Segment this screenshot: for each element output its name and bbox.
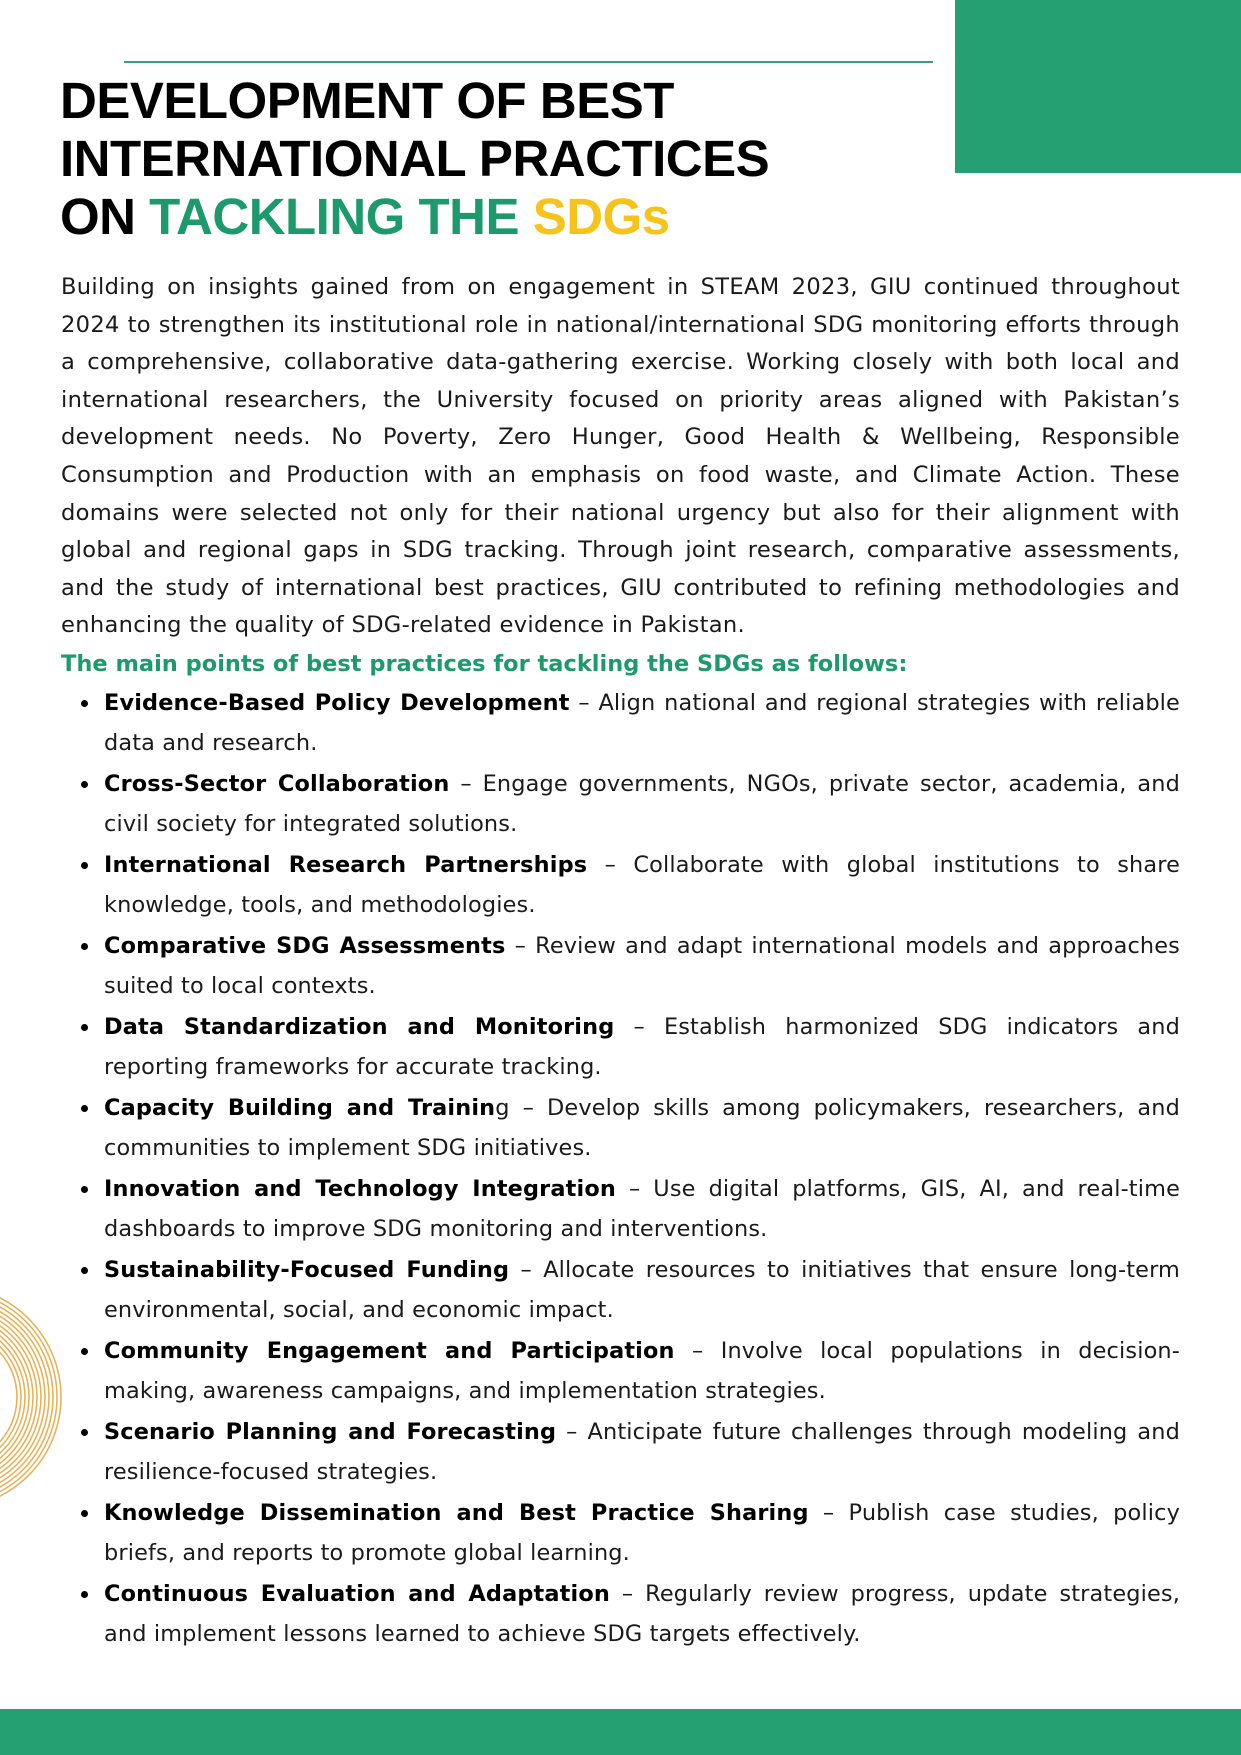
point-title: Evidence-Based Policy Development [104, 689, 570, 716]
title-tackling-the: TACKLING THE [149, 188, 533, 245]
intro-paragraph: Building on insights gained from on engagement in STEAM 2023, GIU continued throughout 2024 to strengthen its institutional role in national/international SDG monitoring efforts through a comprehensive, collaborative data-gathering exercise. Working closely with both local and international researchers, the University focused on priority areas aligned with Pakistan’s development needs. No Poverty, Zero Hunger, Good Health & Wellbeing, Responsible Consumption and Production with an emphasis on food waste, and Climate Action. These domains were selected not only for their national urgency but also for their alignment with global and regional gaps in SDG tracking. Through joint research, comparative assessments, and the study of international best practices, GIU contributed to refining methodologies and enhancing the quality of SDG-related evidence in Pakistan. [61, 274, 1180, 639]
point-title: Sustainability-Focused Funding [104, 1256, 510, 1283]
concentric-rings-decoration-icon [0, 1280, 70, 1510]
point-title-tail: g [495, 1094, 510, 1121]
point-text: – Involve local populations in decision-making, awareness campaigns, and implementation strategies. [104, 1337, 1180, 1405]
bullet-icon [81, 1105, 88, 1112]
bullet-icon [81, 700, 88, 707]
bullet-icon [81, 1429, 88, 1436]
bullet-icon [81, 1348, 88, 1355]
list-item [61, 1250, 1180, 1331]
point-text: – Develop skills among policymakers, researchers, and communities to implement SDG initiatives. [104, 1094, 1180, 1162]
title-on: ON [60, 188, 150, 245]
list-item [61, 1574, 1180, 1655]
point-text: – Use digital platforms, GIS, AI, and real-time dashboards to improve SDG monitoring and interventions. [104, 1175, 1180, 1243]
bullet-icon [81, 1267, 88, 1274]
bullet-icon [81, 1186, 88, 1193]
header-divider-line [124, 61, 933, 63]
point-title: Data Standardization and Monitoring [104, 1013, 615, 1040]
point-title: Capacity Building and Trainin [104, 1094, 496, 1121]
list-item [61, 1493, 1180, 1574]
bullet-icon [81, 1591, 88, 1598]
point-text: – Establish harmonized SDG indicators and reporting frameworks for accurate tracking. [104, 1013, 1180, 1081]
point-text: – Anticipate future challenges through modeling and resilience-focused strategies. [104, 1418, 1181, 1486]
bullet-icon [81, 1510, 88, 1517]
point-text: – Collaborate with global institutions to share knowledge, tools, and methodologies. [104, 851, 1181, 919]
point-text: – Review and adapt international models and approaches suited to local contexts. [104, 932, 1180, 1000]
list-item [61, 1331, 1180, 1412]
page-title [60, 72, 769, 246]
point-text: – Align national and regional strategies with reliable data and research. [104, 689, 1180, 757]
corner-accent-block [955, 0, 1241, 173]
best-practices-list [61, 683, 1180, 1655]
point-text: – Regularly review progress, update strategies, and implement lessons learned to achieve SDG targets effectively. [104, 1580, 1180, 1648]
point-title: Continuous Evaluation and Adaptation [104, 1580, 610, 1607]
best-practices-subheading: The main points of best practices for tackling the SDGs as follows: [61, 650, 908, 677]
bullet-icon [81, 862, 88, 869]
footer-accent-bar [0, 1709, 1241, 1755]
title-line-1: DEVELOPMENT OF BEST [60, 72, 674, 129]
bullet-icon [81, 1024, 88, 1031]
point-text: – Allocate resources to initiatives that ensure long-term environmental, social, and economic impact. [104, 1256, 1181, 1324]
list-item [61, 764, 1180, 845]
list-item [61, 683, 1180, 764]
list-item [61, 926, 1180, 1007]
list-item [61, 1007, 1180, 1088]
point-title: International Research Partnerships [104, 851, 588, 878]
point-title: Comparative SDG Assessments [104, 932, 506, 959]
title-line-3 [60, 188, 769, 246]
title-sdgs: SDGs [532, 188, 670, 245]
list-item [61, 1412, 1180, 1493]
main-content [61, 269, 1180, 1655]
point-title: Community Engagement and Participation [104, 1337, 675, 1364]
title-line-2: INTERNATIONAL PRACTICES [60, 130, 770, 187]
list-item [61, 1169, 1180, 1250]
bullet-icon [81, 943, 88, 950]
point-title: Innovation and Technology Integration [104, 1175, 616, 1202]
point-title: Cross-Sector Collaboration [104, 770, 450, 797]
list-item [61, 1088, 1180, 1169]
point-title: Knowledge Dissemination and Best Practice Sharing [104, 1499, 809, 1526]
point-title: Scenario Planning and Forecasting [104, 1418, 557, 1445]
bullet-icon [81, 781, 88, 788]
point-text: – Publish case studies, policy briefs, and reports to promote global learning. [104, 1499, 1180, 1567]
list-item [61, 845, 1180, 926]
point-text: – Engage governments, NGOs, private sector, academia, and civil society for integrated solutions. [104, 770, 1180, 838]
